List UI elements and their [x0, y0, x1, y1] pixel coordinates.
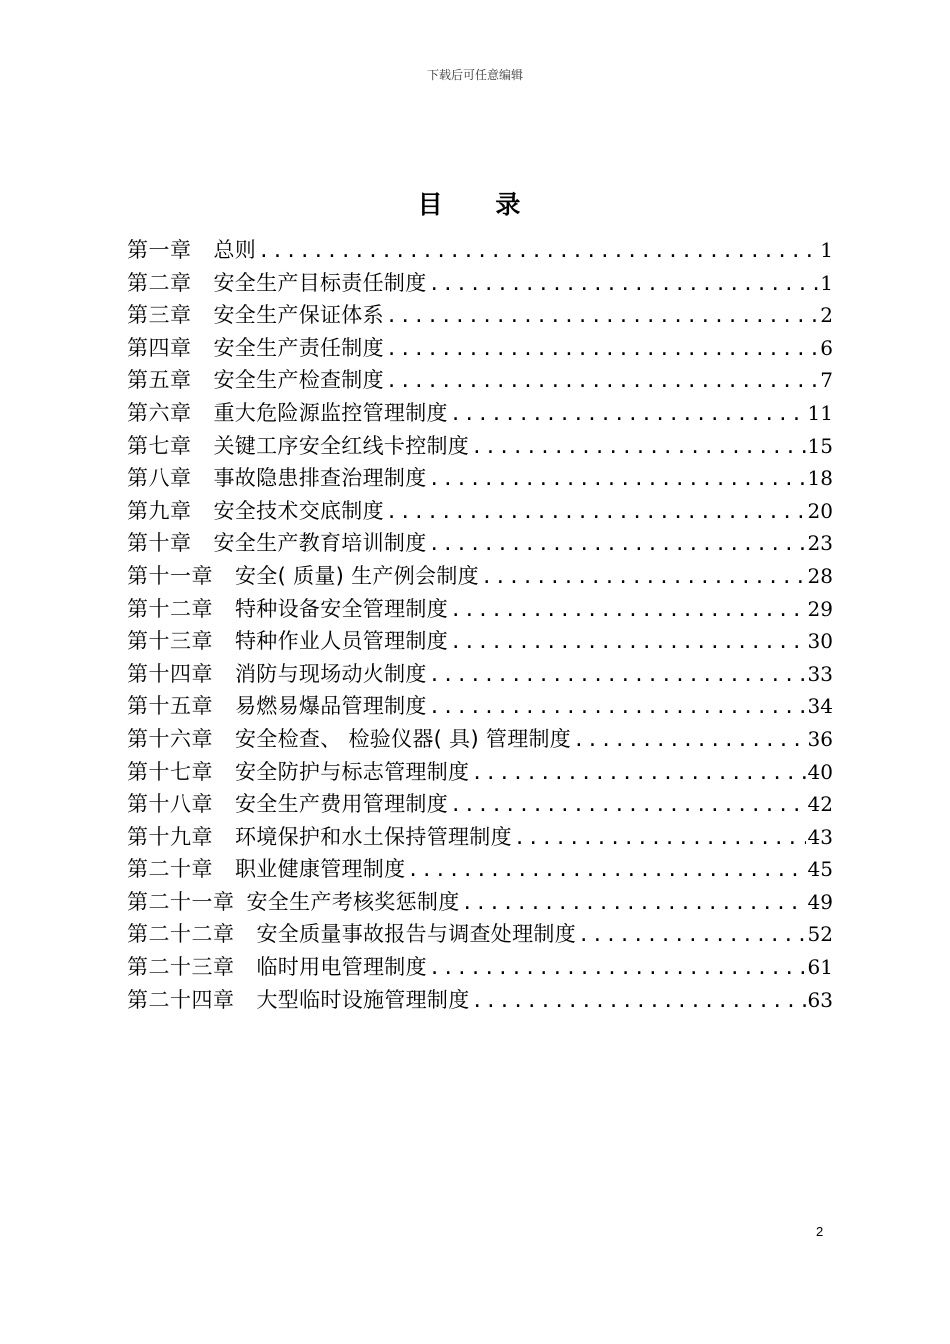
- toc-entry-title: 重大危险源监控管理制度: [213, 400, 448, 425]
- toc-dot-leader: [578, 919, 806, 952]
- toc-entry-title: 安全生产检查制度: [213, 368, 384, 393]
- toc-chapter-label: 第二十一章: [127, 889, 235, 914]
- toc-entry-title: 特种设备安全管理制度: [235, 596, 448, 621]
- toc-entry[interactable]: [127, 462, 833, 495]
- toc-chapter-label: 第十三章: [127, 629, 213, 654]
- toc-title: 目 录: [417, 190, 543, 219]
- toc-chapter-label: 第二十二章: [127, 922, 235, 947]
- toc-dot-leader: [481, 561, 806, 594]
- toc-page-number: 40: [807, 759, 833, 784]
- toc-chapter-label: 第十八章: [127, 792, 213, 817]
- toc-page-number: 7: [820, 368, 833, 393]
- toc-dot-leader: [471, 431, 805, 464]
- toc-chapter-label: 第九章: [127, 498, 192, 523]
- toc-dot-leader: [450, 398, 806, 431]
- toc-dot-leader: [429, 659, 806, 692]
- toc-entry-title: 临时用电管理制度: [256, 955, 427, 980]
- toc-entry[interactable]: [127, 658, 833, 691]
- toc-page-number: 61: [807, 955, 833, 980]
- toc-entry[interactable]: [127, 234, 833, 267]
- toc-page-number: 1: [820, 270, 833, 295]
- toc-entry-title: 安全生产目标责任制度: [213, 270, 427, 295]
- toc-entry[interactable]: [127, 853, 833, 886]
- toc-chapter-label: 第十章: [127, 531, 192, 556]
- toc-page-number: 18: [807, 466, 833, 491]
- toc-page-number: 28: [807, 563, 833, 588]
- toc-dot-leader: [429, 268, 819, 301]
- toc-dot-leader: [386, 365, 818, 398]
- toc-chapter-label: 第十四章: [127, 661, 213, 686]
- toc-dot-leader: [450, 789, 806, 822]
- toc-entry-title: 关键工序安全红线卡控制度: [213, 433, 470, 458]
- toc-dot-leader: [573, 724, 805, 757]
- toc-dot-leader: [472, 985, 806, 1018]
- toc-dot-leader: [407, 854, 805, 887]
- toc-chapter-label: 第二章: [127, 270, 192, 295]
- toc-page-number: 33: [807, 661, 833, 686]
- toc-entry-title: 安全生产费用管理制度: [235, 792, 448, 817]
- toc-page-number: 30: [807, 629, 833, 654]
- table-of-contents: [127, 234, 833, 1016]
- page-number: 2: [816, 1224, 824, 1239]
- toc-page-number: 11: [807, 400, 833, 425]
- toc-page-number: 1: [820, 238, 833, 262]
- toc-chapter-label: 第二十三章: [127, 955, 235, 980]
- toc-entry[interactable]: [127, 951, 833, 984]
- toc-chapter-label: 第二十四章: [127, 987, 235, 1012]
- toc-page-number: 6: [820, 335, 833, 360]
- toc-dot-leader: [429, 691, 806, 724]
- toc-entry-title: 安全质量事故报告与调查处理制度: [256, 922, 576, 947]
- toc-entry-title: 安全技术交底制度: [213, 498, 384, 523]
- toc-dot-leader: [386, 333, 818, 366]
- toc-entry[interactable]: [127, 886, 833, 919]
- toc-page-number: 43: [807, 824, 833, 849]
- toc-page-number: 42: [807, 792, 833, 817]
- toc-chapter-label: 第十九章: [127, 824, 213, 849]
- toc-chapter-label: 第十七章: [127, 759, 213, 784]
- toc-page-number: 45: [807, 857, 833, 882]
- toc-entry[interactable]: [127, 788, 833, 821]
- toc-entry-title: 安全检查、 检验仪器( 具) 管理制度: [235, 726, 572, 751]
- toc-chapter-label: 第三章: [127, 303, 192, 328]
- toc-chapter-label: 第五章: [127, 368, 192, 393]
- toc-dot-leader: [386, 300, 818, 333]
- toc-page-number: 52: [807, 922, 833, 947]
- toc-entry[interactable]: [127, 332, 833, 365]
- toc-page-number: 49: [807, 889, 833, 914]
- toc-chapter-label: 第十五章: [127, 694, 213, 719]
- toc-entry[interactable]: [127, 430, 833, 463]
- toc-dot-leader: [471, 757, 805, 790]
- toc-dot-leader: [514, 822, 806, 855]
- toc-entry[interactable]: [127, 723, 833, 756]
- toc-dot-leader: [450, 594, 806, 627]
- toc-entry-title: 安全( 质量) 生产例会制度: [235, 563, 479, 588]
- toc-entry-title: 特种作业人员管理制度: [235, 629, 448, 654]
- toc-entry-title: 安全生产教育培训制度: [213, 531, 427, 556]
- toc-page-number: 36: [807, 726, 833, 751]
- toc-entry-title: 安全生产考核奖惩制度: [246, 889, 460, 914]
- toc-chapter-label: 第十一章: [127, 563, 213, 588]
- toc-entry[interactable]: [127, 495, 833, 528]
- toc-entry-title: 总则: [213, 238, 257, 262]
- toc-entry[interactable]: [127, 397, 833, 430]
- toc-entry[interactable]: [127, 984, 833, 1017]
- toc-entry-title: 职业健康管理制度: [235, 857, 406, 882]
- toc-page-number: 20: [807, 498, 833, 523]
- toc-entry[interactable]: [127, 690, 833, 723]
- toc-entry[interactable]: [127, 821, 833, 854]
- toc-chapter-label: 第一章: [127, 238, 192, 262]
- toc-entry-title: 事故隐患排查治理制度: [213, 466, 427, 491]
- toc-dot-leader: [258, 235, 818, 268]
- toc-entry-title: 安全防护与标志管理制度: [235, 759, 470, 784]
- toc-dot-leader: [450, 626, 806, 659]
- toc-entry[interactable]: [127, 299, 833, 332]
- toc-page-number: 23: [807, 531, 833, 556]
- toc-page-number: 15: [807, 433, 833, 458]
- toc-entry[interactable]: [127, 918, 833, 951]
- toc-chapter-label: 第四章: [127, 335, 192, 360]
- toc-entry[interactable]: [127, 593, 833, 626]
- toc-chapter-label: 第十二章: [127, 596, 213, 621]
- toc-chapter-label: 第十六章: [127, 726, 213, 751]
- toc-page-number: 63: [807, 987, 833, 1012]
- toc-chapter-label: 第七章: [127, 433, 192, 458]
- toc-entry-title: 环境保护和水土保持管理制度: [235, 824, 512, 849]
- page-header-note: 下载后可任意编辑: [426, 68, 523, 82]
- toc-chapter-label: 第二十章: [127, 857, 213, 882]
- toc-entry-title: 易燃易爆品管理制度: [235, 694, 427, 719]
- toc-entry-title: 消防与现场动火制度: [235, 661, 427, 686]
- toc-chapter-label: 第八章: [127, 466, 192, 491]
- toc-page-number: 29: [807, 596, 833, 621]
- toc-dot-leader: [386, 496, 806, 529]
- toc-dot-leader: [462, 887, 806, 920]
- toc-entry[interactable]: [127, 364, 833, 397]
- toc-page-number: 2: [820, 303, 833, 328]
- toc-entry-title: 安全生产责任制度: [213, 335, 384, 360]
- toc-page-number: 34: [807, 694, 833, 719]
- toc-entry-title: 大型临时设施管理制度: [256, 987, 470, 1012]
- toc-entry[interactable]: [127, 625, 833, 658]
- toc-dot-leader: [429, 952, 806, 985]
- toc-entry[interactable]: [127, 267, 833, 300]
- toc-dot-leader: [429, 463, 806, 496]
- toc-chapter-label: 第六章: [127, 400, 192, 425]
- toc-entry[interactable]: [127, 527, 833, 560]
- toc-entry[interactable]: [127, 560, 833, 593]
- toc-entry-title: 安全生产保证体系: [213, 303, 384, 328]
- toc-dot-leader: [429, 528, 806, 561]
- toc-entry[interactable]: [127, 756, 833, 789]
